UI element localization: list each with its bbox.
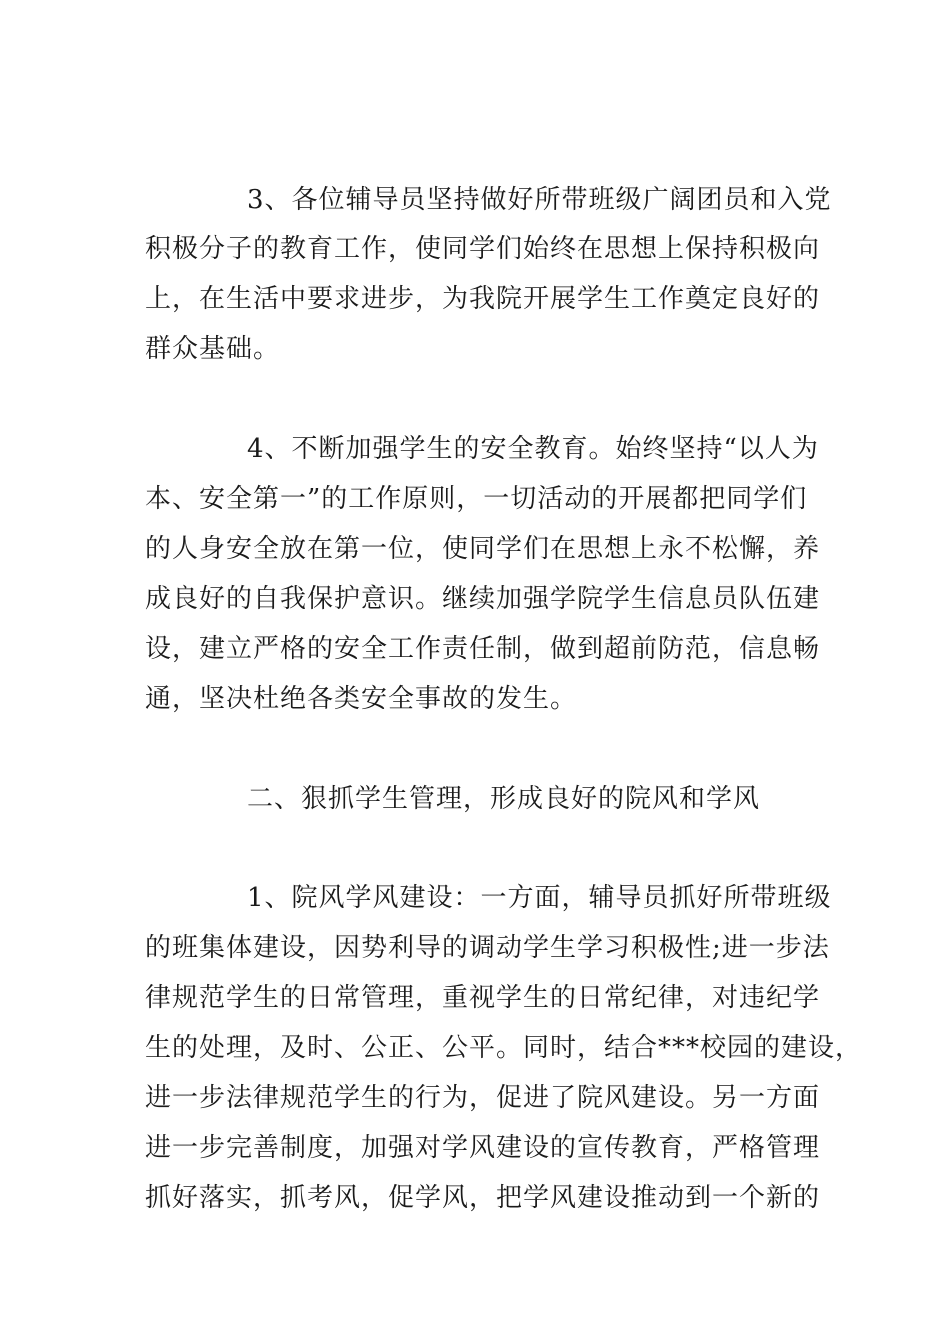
paragraph-3-line-1: 1、院风学风建设：一方面，辅导员抓好所带班级 xyxy=(247,883,832,913)
paragraph-2-line-1: 4、不断加强学生的安全教育。始终坚持“以人为 xyxy=(247,434,819,464)
paragraph-2-line-5: 设，建立严格的安全工作责任制，做到超前防范，信息畅 xyxy=(145,634,821,664)
paragraph-3-line-7: 抓好落实，抓考风，促学风，把学风建设推动到一个新的 xyxy=(145,1183,821,1213)
paragraph-1-line-1: 3、各位辅导员坚持做好所带班级广阔团员和入党 xyxy=(247,185,832,215)
paragraph-2-line-6: 通，坚决杜绝各类安全事故的发生。 xyxy=(145,684,578,714)
paragraph-1-line-2: 积极分子的教育工作，使同学们始终在思想上保持积极向 xyxy=(145,234,821,264)
paragraph-2-line-3: 的人身安全放在第一位，使同学们在思想上永不松懈，养 xyxy=(145,534,821,564)
paragraph-2-line-2: 本、安全第一”的工作原则，一切活动的开展都把同学们 xyxy=(145,484,808,514)
paragraph-1-line-3: 上，在生活中要求进步，为我院开展学生工作奠定良好的 xyxy=(145,284,821,314)
section-heading: 二、狠抓学生管理，形成良好的院风和学风 xyxy=(247,784,761,814)
paragraph-3-line-4: 生的处理，及时、公正、公平。同时，结合***校园的建设， xyxy=(145,1033,863,1063)
paragraph-3-line-2: 的班集体建设，因势利导的调动学生学习积极性;进一步法 xyxy=(145,933,830,963)
paragraph-1-line-4: 群众基础。 xyxy=(145,334,281,364)
paragraph-2-line-4: 成良好的自我保护意识。继续加强学院学生信息员队伍建 xyxy=(145,584,821,614)
paragraph-3-line-5: 进一步法律规范学生的行为，促进了院风建设。另一方面 xyxy=(145,1083,821,1113)
paragraph-3-line-6: 进一步完善制度，加强对学风建设的宣传教育，严格管理 xyxy=(145,1133,821,1163)
paragraph-3-line-3: 律规范学生的日常管理，重视学生的日常纪律，对违纪学 xyxy=(145,983,821,1013)
